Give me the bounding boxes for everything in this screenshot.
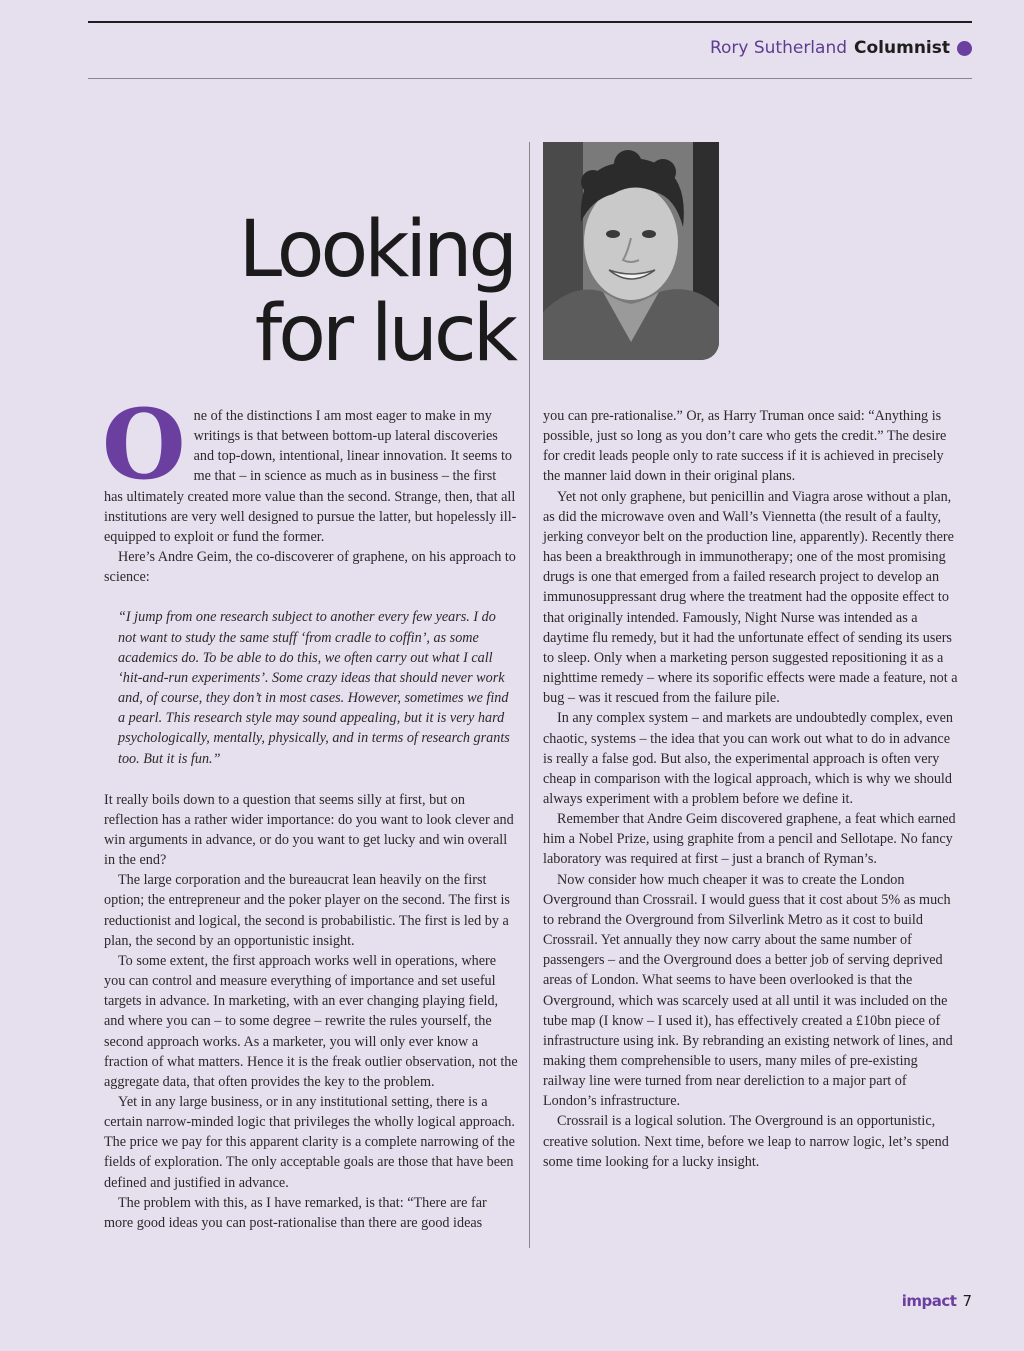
drop-cap: O <box>102 388 186 501</box>
article-column-right <box>543 406 959 1172</box>
paragraph: In any complex system – and markets are undoubtedly complex, even chaotic, systems – the idea that you can work out what to do in advance is really a false god. But also, the experimental approach is often very cheap in comparison with the logical approach, which is why we should always experiment with a problem before we define it. <box>543 710 953 807</box>
headline <box>238 205 514 379</box>
top-rule <box>88 21 972 23</box>
bullet-dot-icon <box>957 41 972 56</box>
page-footer <box>902 1292 972 1310</box>
intro-text: ne of the distinctions I am most eager to make in my writings is that between bottom-up lateral discoveries and top-down, intentional, linear innovation. It seems to me that – in science as much as in business – the first has ultimately created more value than the second. Strange, then, that all institutions are very well designed to pursue the latter, but hopelessly ill-equipped to exploit or fund the former. <box>104 408 517 545</box>
paragraph: It really boils down to a question that seems silly at first, but on reflection has a rather wider importance: do you want to look clever and win arguments in advance, or do you want to get lucky and win overall in the end? <box>104 791 514 869</box>
paragraph: Yet not only graphene, but penicillin and Viagra arose without a plan, as did the microwave oven and Wall’s Viennetta (the result of a faulty, jerking conveyor belt on the production line, apparently). Recently there has been a breakthrough in immunotherapy; one of the most promising drugs is one that emerged from a failed research project to develop an immunosuppressant drug where the treatment had the opposite effect to that originally intended. Famously, Night Nurse was intended as a daytime flu remedy, but it had the unfortunate effect of sending its users to sleep. Only when a marketing person suggested repositioning it as a nighttime remedy – where its soporific effects were made a feature, not a bug – was it rescued from the failure pile. <box>543 488 958 707</box>
headline-line-2: for luck <box>254 289 514 379</box>
author-role: Columnist <box>854 38 950 58</box>
headline-line-1: Looking <box>238 205 514 295</box>
pull-quote: “I jump from one research subject to another every few years. I do not want to study the same stuff ‘from cradle to coffin’, as some academics do. To be able to do this, we often carry out what I call ‘hit-and-run experiments’. Some crazy ideas that should never work and, of course, they don’t in most cases. However, sometimes we find a pearl. This research style may sound appealing, but it is very hard psychologically, mentally, physically, and in terms of research grants too. But it is fun.” <box>118 609 510 767</box>
paragraph: Yet in any large business, or in any institutional setting, there is a certain narrow-minded logic that privileges the wholly logical approach. The price we pay for this apparent clarity is a complete narrowing of the fields of exploration. The only acceptable goals are those that have been defined and justified in advance. <box>104 1094 515 1191</box>
paragraph: Here’s Andre Geim, the co-discoverer of graphene, on his approach to science: <box>104 549 516 586</box>
column-divider <box>529 142 530 1248</box>
portrait-illustration <box>543 142 719 360</box>
magazine-brand: impact <box>901 1292 957 1310</box>
article-column-left <box>102 388 518 1233</box>
paragraph: The problem with this, as I have remarked, is that: “There are far more good ideas you can post-rationalise than there are good ideas <box>104 1194 487 1231</box>
header-divider <box>88 78 972 79</box>
paragraph: Remember that Andre Geim discovered graphene, a feat which earned him a Nobel Prize, using graphite from a pencil and Sellotape. No fancy laboratory was required at first – just a branch of Ryman’s. <box>543 811 956 868</box>
paragraph: The large corporation and the bureaucrat lean heavily on the first option; the entrepreneur and the poker player on the second. The first is reductionist and logical, the second is probabilistic. The first is led by a plan, the second by an opportunistic insight. <box>104 872 510 949</box>
author-portrait <box>543 142 719 360</box>
paragraph: Crossrail is a logical solution. The Overground is an opportunistic, creative solution. Next time, before we leap to narrow logic, let’s spend some time looking for a lucky insight. <box>543 1113 949 1170</box>
article-intro-paragraph <box>102 388 518 547</box>
author-name: Rory Sutherland <box>709 38 848 58</box>
paragraph: To some extent, the first approach works well in operations, where you can control and measure everything of importance and set useful targets in advance. In marketing, with an ever changing playing field, and where you can – to some degree – rewrite the rules yourself, the second approach works. As a marketer, you will only ever know a fraction of what matters. Hence it is the freak outlier observation, not the aggregate data, that often provides the key to the problem. <box>104 952 518 1090</box>
paragraph: you can pre-rationalise.” Or, as Harry Truman once said: “Anything is possible, just so long as you don’t care who gets the credit.” The desire for credit leads people only to rate success if it is achieved in precisely the manner laid down in their original plans. <box>543 408 947 485</box>
page-number: 7 <box>962 1292 972 1310</box>
byline <box>710 38 972 58</box>
paragraph: Now consider how much cheaper it was to create the London Overground than Crossrail. I would guess that it cost about 5% as much to rebrand the Overground from Silverlink Metro as it cost to build Crossrail. Yet annually they now carry about the same number of passengers – and the Overground does a better job of serving deprived areas of London. What seems to have been overlooked is that the Overground, which was scarcely used at all until it was included on the tube map (I know – I used it), has effectively created a £10bn piece of infrastructure using ink. By rebranding an existing network of lines, and making them comprehensible to users, many miles of pre-existing railway line were turned from near dereliction to a major part of London’s infrastructure. <box>543 871 953 1110</box>
